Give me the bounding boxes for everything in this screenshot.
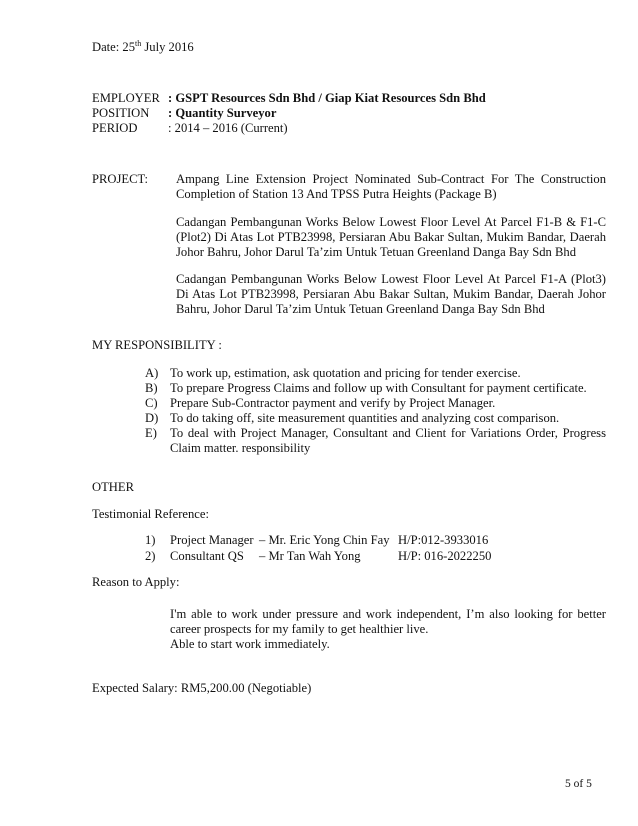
resp-marker-c: C) bbox=[145, 396, 158, 410]
other-heading: OTHER bbox=[92, 480, 134, 494]
reason-line-1: I'm able to work under pressure and work independent, I’m also looking for better bbox=[170, 607, 606, 621]
period-value: : 2014 – 2016 (Current) bbox=[168, 121, 288, 135]
position-label: POSITION bbox=[92, 106, 150, 120]
ref-phone-2: H/P: 016-2022250 bbox=[398, 549, 492, 563]
employer-label: EMPLOYER bbox=[92, 91, 160, 105]
resp-marker-b: B) bbox=[145, 381, 158, 395]
reason-line-3: Able to start work immediately. bbox=[170, 637, 330, 651]
project-1-line-1: Ampang Line Extension Project Nominated Sub-Contract For The Construction bbox=[176, 172, 606, 186]
employer-value: : GSPT Resources Sdn Bhd / Giap Kiat Resources Sdn Bhd bbox=[168, 91, 486, 105]
project-3-line-2: Di Atas Lot PTB23998, Persiaran Abu Bakar Sultan, Mukim Bandar, Daerah Johor bbox=[176, 287, 606, 301]
resp-item-b: To prepare Progress Claims and follow up with Consultant for payment certificate. bbox=[170, 381, 587, 395]
resp-item-a: To work up, estimation, ask quotation and pricing for tender exercise. bbox=[170, 366, 521, 380]
ref-phone-1: H/P:012-3933016 bbox=[398, 533, 489, 547]
project-2-line-3: Johor Bahru, Johor Darul Ta’zim Untuk Tetuan Greenland Danga Bay Sdn Bhd bbox=[176, 245, 576, 259]
resp-item-e: To deal with Project Manager, Consultant and Client for Variations Order, Progress bbox=[170, 426, 606, 440]
project-1-line-2: Completion of Station 13 And TPSS Putra Heights (Package B) bbox=[176, 187, 497, 201]
ref-marker-2: 2) bbox=[145, 549, 156, 563]
resp-item-d: To do taking off, site measurement quantities and analyzing cost comparison. bbox=[170, 411, 560, 425]
resp-item-c: Prepare Sub-Contractor payment and verify by Project Manager. bbox=[170, 396, 496, 410]
page-number: 5 of 5 bbox=[565, 778, 592, 790]
resp-item-e-line-2: Claim matter. responsibility bbox=[170, 441, 311, 455]
reason-label: Reason to Apply: bbox=[92, 575, 180, 589]
ref-name-1: – Mr. Eric Yong Chin Fay bbox=[259, 533, 390, 547]
period-label: PERIOD bbox=[92, 121, 138, 135]
ref-role-1: Project Manager bbox=[170, 533, 254, 547]
project-3-line-3: Bahru, Johor Darul Ta’zim Untuk Tetuan Greenland Danga Bay Sdn Bhd bbox=[176, 302, 545, 316]
testimonial-label: Testimonial Reference: bbox=[92, 507, 209, 521]
responsibility-heading: MY RESPONSIBILITY : bbox=[92, 338, 222, 352]
ref-marker-1: 1) bbox=[145, 533, 156, 547]
resp-marker-a: A) bbox=[145, 366, 159, 380]
resp-marker-e: E) bbox=[145, 426, 157, 440]
expected-salary: Expected Salary: RM5,200.00 (Negotiable) bbox=[92, 681, 312, 695]
ref-name-2: – Mr Tan Wah Yong bbox=[259, 549, 361, 563]
reason-line-2: career prospects for my family to get healthier live. bbox=[170, 622, 429, 636]
project-2-line-2: (Plot2) Di Atas Lot PTB23998, Persiaran Abu Bakar Sultan, Mukim Bandar, Daerah bbox=[176, 230, 606, 244]
project-2-line-1: Cadangan Pembangunan Works Below Lowest Floor Level At Parcel F1-B & F1-C bbox=[176, 215, 606, 229]
resp-marker-d: D) bbox=[145, 411, 159, 425]
project-3-line-1: Cadangan Pembangunan Works Below Lowest Floor Level At Parcel F1-A (Plot3) bbox=[176, 272, 606, 286]
position-value: : Quantity Surveyor bbox=[168, 106, 277, 120]
project-label: PROJECT: bbox=[92, 172, 149, 186]
date-line: Date: 25th July 2016 bbox=[92, 39, 194, 54]
ref-role-2: Consultant QS bbox=[170, 549, 244, 563]
